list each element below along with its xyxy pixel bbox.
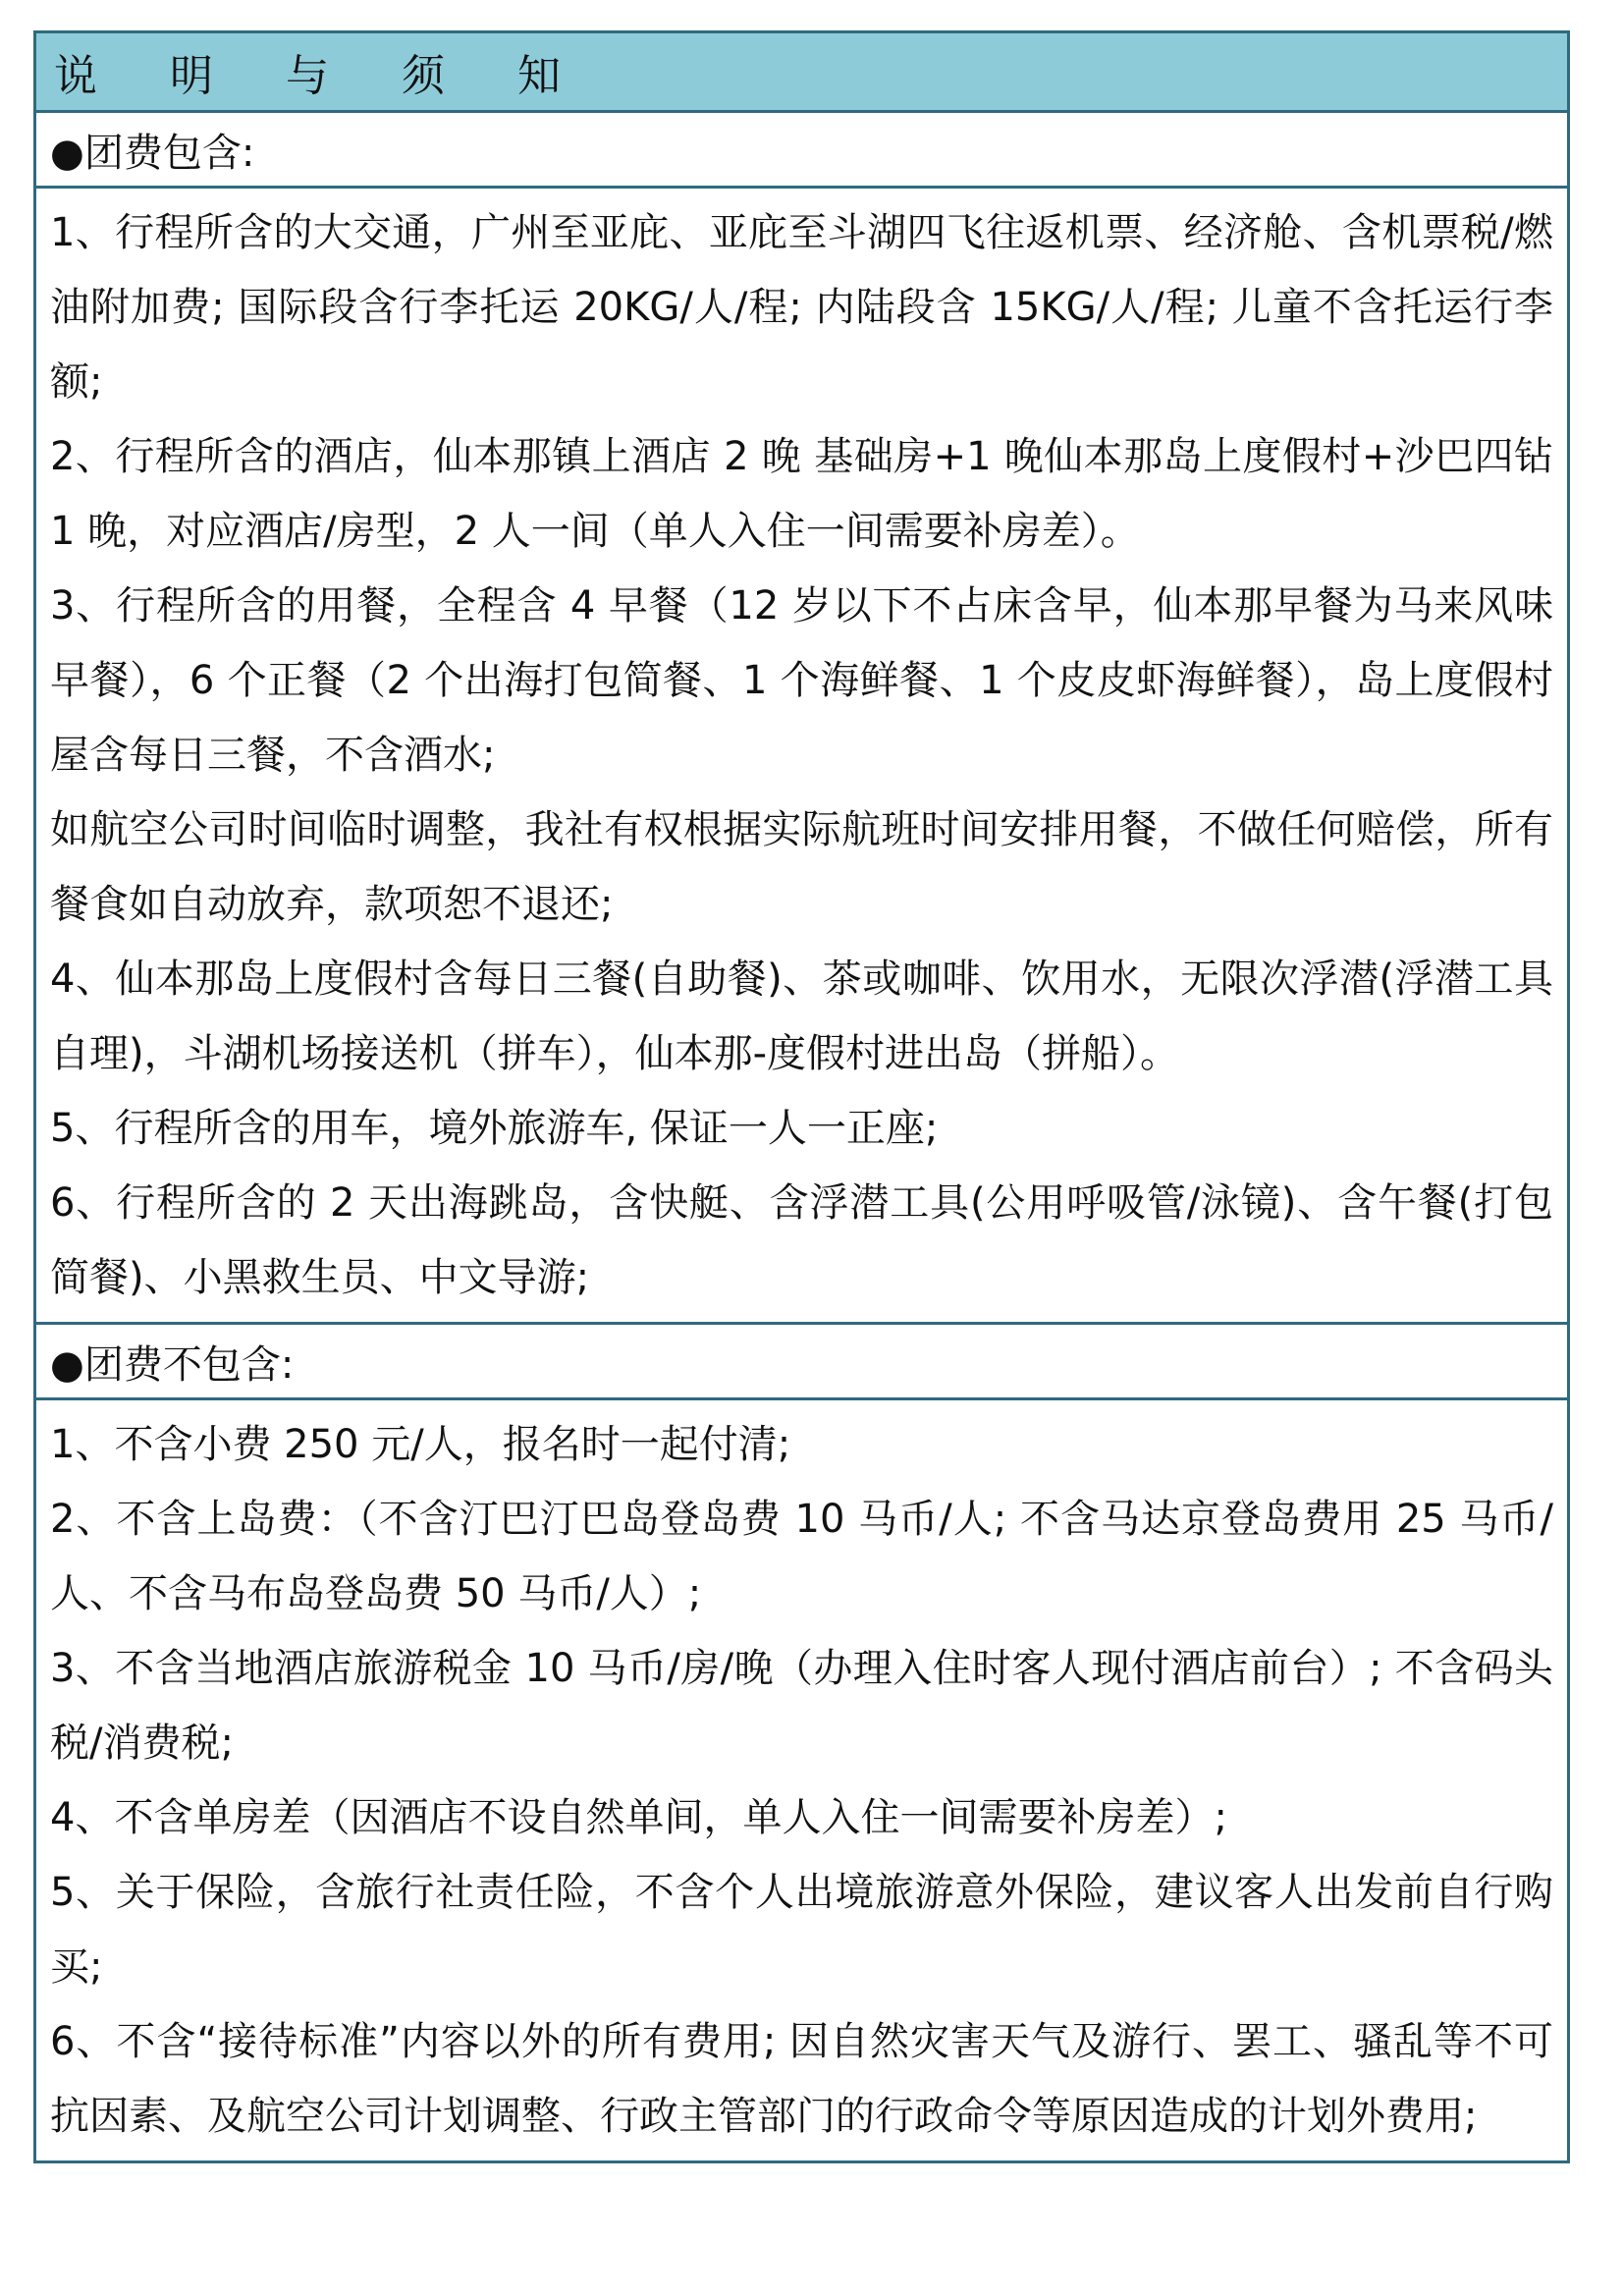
excluded-item: 1、不含小费 250 元/人，报名时一起付清;: [50, 1422, 791, 1467]
included-item: 1、行程所含的大交通，广州至亚庇、亚庇至斗湖四飞往返机票、经济舱、含机票税/燃油附加费; 国际段含行李托运 20KG/人/程; 内陆段含 15KG/人/程; 儿童不含托运行李额;: [50, 210, 1553, 405]
excluded-item: 2、不含上岛费：（不含汀巴汀巴岛登岛费 10 马币/人; 不含马达京登岛费用 25 马币/人、不含马布岛登岛费 50 马币/人）;: [50, 1497, 1553, 1616]
excluded-label: ●团费不包含:: [36, 1325, 1567, 1400]
table-title: 说 明 与 须 知: [36, 33, 1567, 113]
excluded-item: 5、关于保险，含旅行社责任险，不含个人出境旅游意外保险，建议客人出发前自行购买;: [50, 1870, 1553, 1990]
included-item: 2、行程所含的酒店，仙本那镇上酒店 2 晚 基础房+1 晚仙本那岛上度假村+沙巴四钻 1 晚，对应酒店/房型，2 人一间（单人入住一间需要补房差）。: [50, 434, 1553, 554]
included-item: 4、仙本那岛上度假村含每日三餐(自助餐)、茶或咖啡、饮用水，无限次浮潜(浮潜工具自理)，斗湖机场接送机（拼车），仙本那-度假村进出岛（拼船）。: [50, 957, 1553, 1076]
included-item: 6、行程所含的 2 天出海跳岛，含快艇、含浮潜工具(公用呼吸管/泳镜)、含午餐(打包简餐)、小黑救生员、中文导游;: [50, 1180, 1553, 1300]
excluded-content: [36, 1400, 1567, 2160]
included-label: ●团费包含:: [36, 113, 1567, 189]
included-content: [36, 189, 1567, 1325]
included-item: 如航空公司时间临时调整，我社有权根据实际航班时间安排用餐，不做任何赔偿，所有餐食如自动放弃，款项恕不退还;: [50, 807, 1553, 927]
included-item: 3、行程所含的用餐，全程含 4 早餐（12 岁以下不占床含早，仙本那早餐为马来风味早餐），6 个正餐（2 个出海打包简餐、1 个海鲜餐、1 个皮皮虾海鲜餐），岛上度假村屋含每日三餐，不含酒水;: [50, 583, 1553, 778]
excluded-item: 3、不含当地酒店旅游税金 10 马币/房/晚（办理入住时客人现付酒店前台）; 不含码头税/消费税;: [50, 1646, 1553, 1766]
excluded-item: 6、不含“接待标准”内容以外的所有费用; 因自然灾害天气及游行、罢工、骚乱等不可抗因素、及航空公司计划调整、行政主管部门的行政命令等原因造成的计划外费用;: [50, 2019, 1553, 2139]
included-item: 5、行程所含的用车，境外旅游车, 保证一人一正座;: [50, 1106, 939, 1151]
notice-table: [33, 30, 1570, 2163]
excluded-item: 4、不含单房差（因酒店不设自然单间，单人入住一间需要补房差）;: [50, 1795, 1227, 1840]
